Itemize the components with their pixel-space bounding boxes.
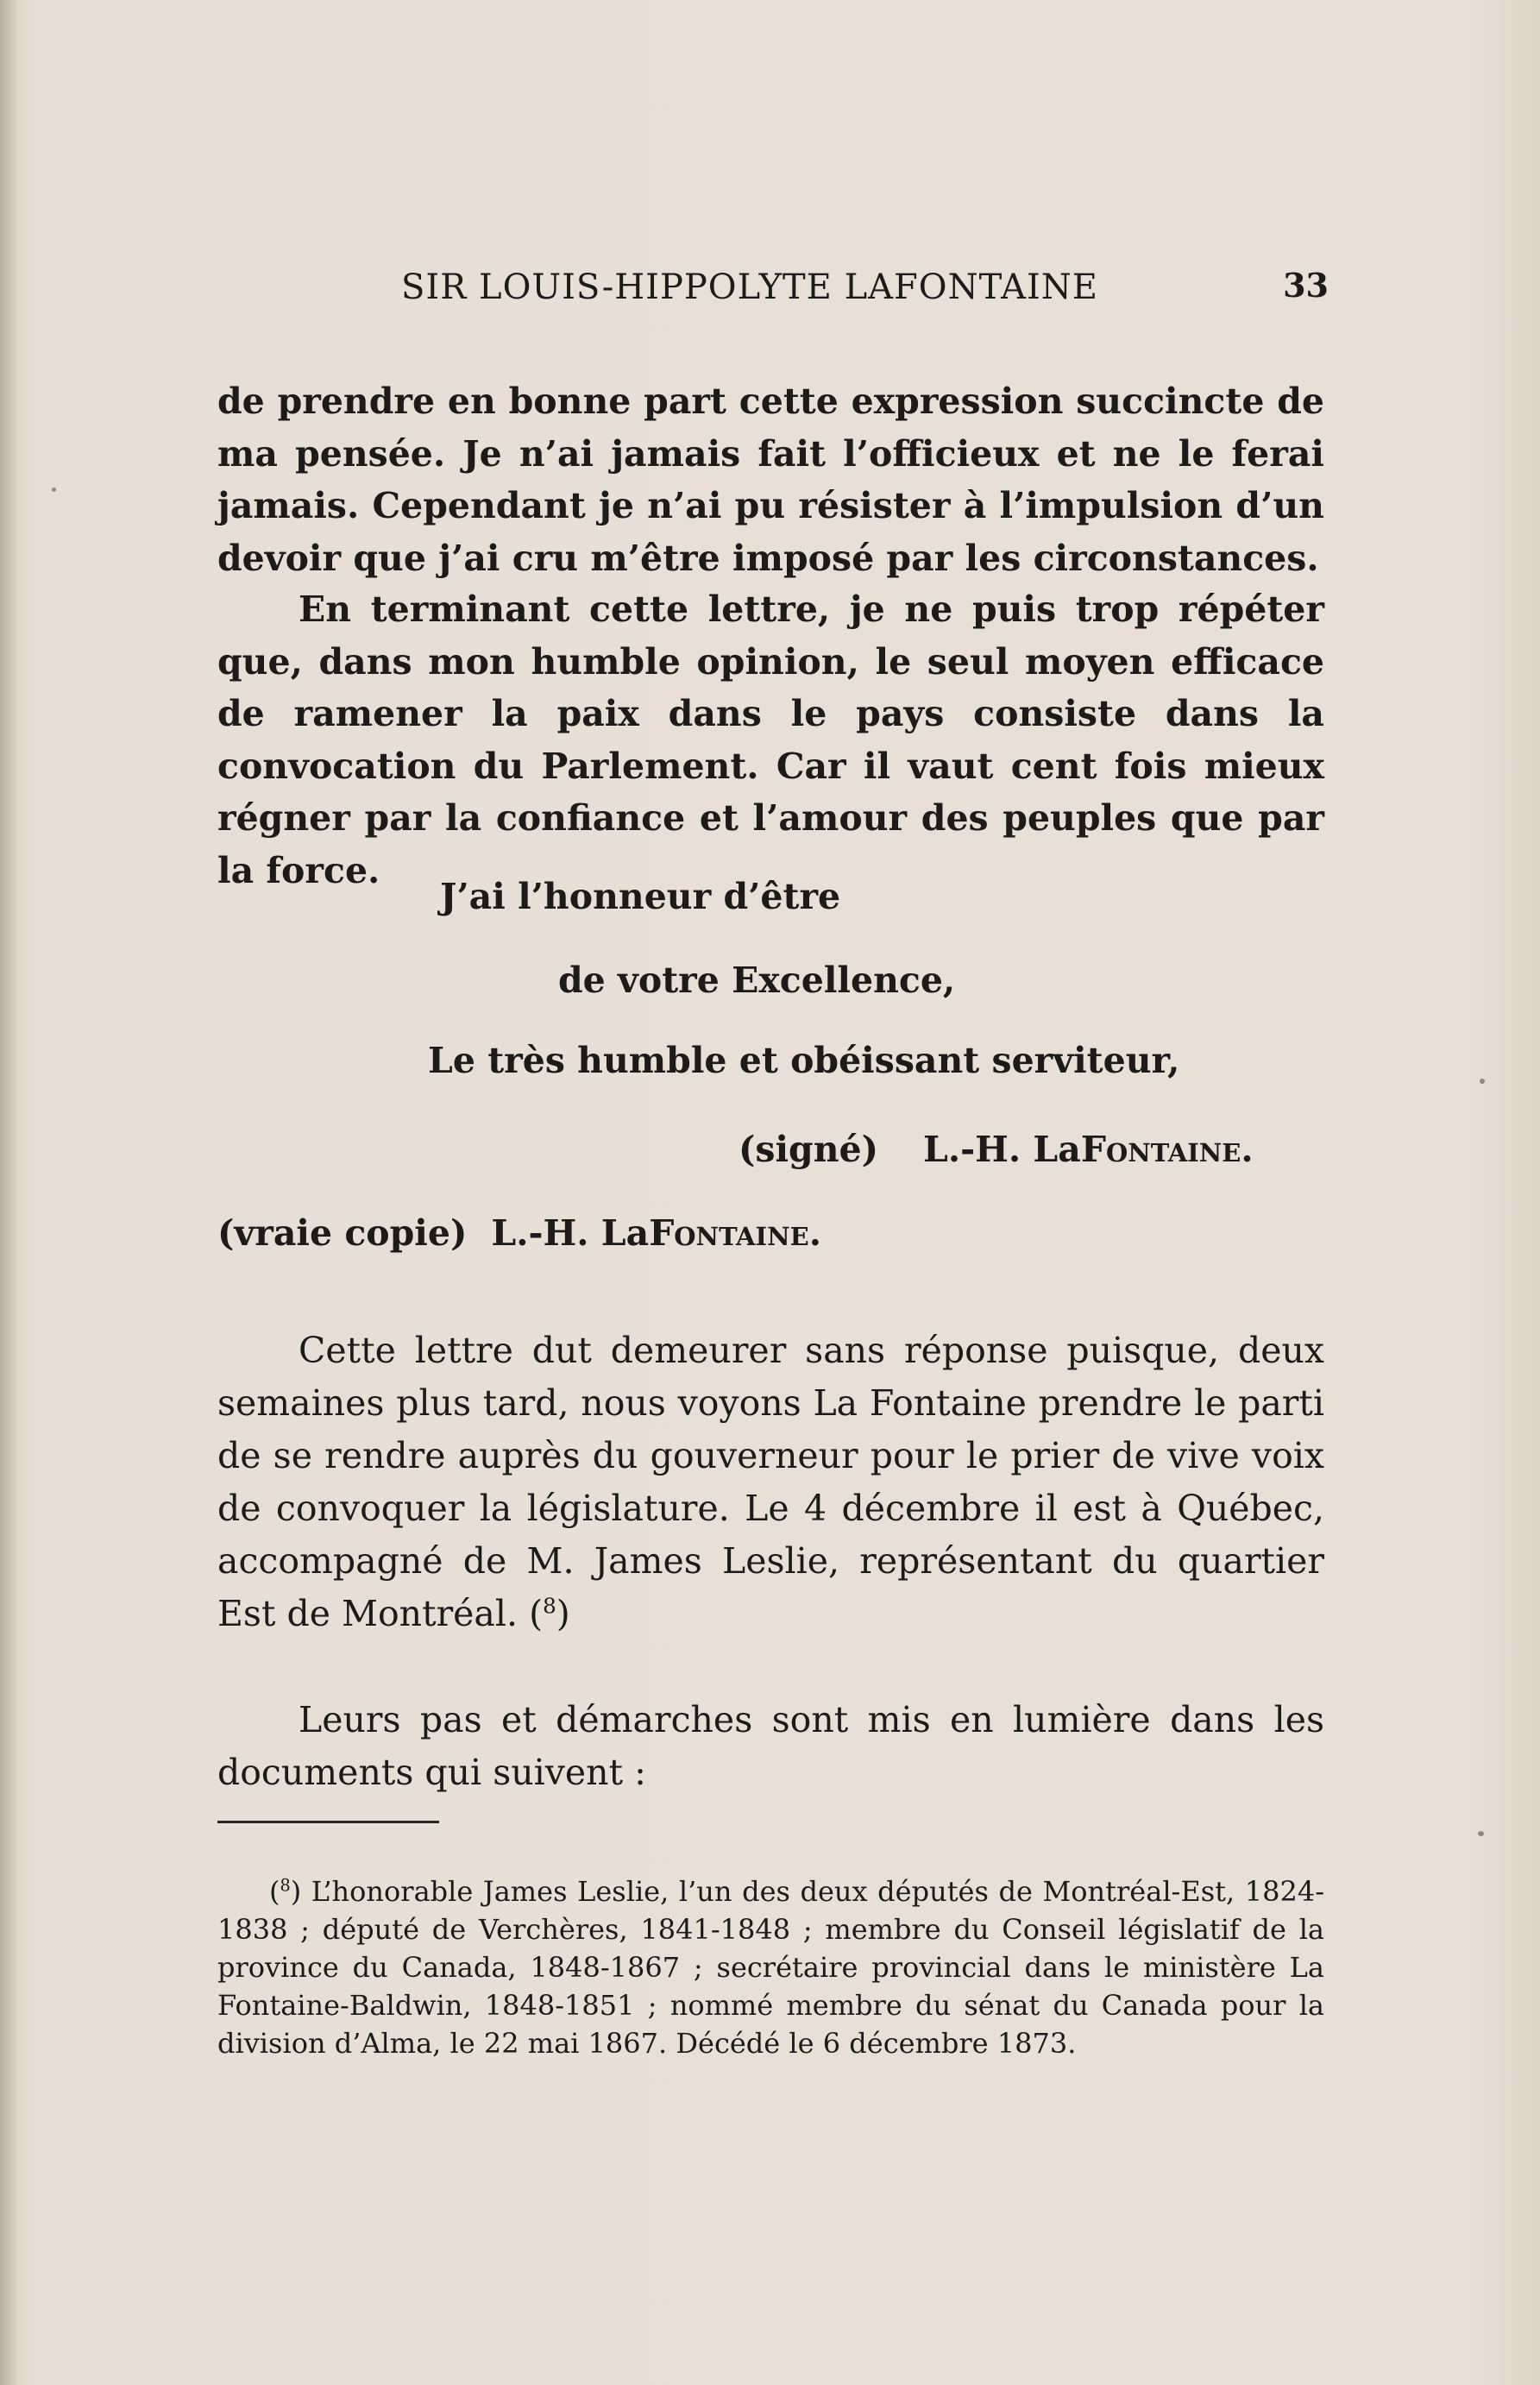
signed-name-rest: Fontaine. [1080,1129,1254,1170]
paragraph-2-text: En terminant cette lettre, je ne puis trop répéter que, dans mon humble opinion, le seul moyen efficace de ramener la paix dans le pays consiste dans la convocation du Parlement. Car il vaut cent fois mieux régner par la confiance et l’amour des peuples que par la force. [217,588,1324,891]
footnote-body: L’honorable James Leslie, l’un des deux députés de Montréal-Est, 1824-1838 ; député de Verchères, 1841-1848 ; membre du Conseil législatif de la province du Canada, 1848-1867 ; secrétaire provincial dans le ministère La Fontaine-Baldwin, 1848-1851 ; nommé membre du sénat du Canada pour la division d’Alma, le 22 mai 1867. Décédé le 6 décembre 1873. [217,1875,1325,2060]
paper-speck [1480,1079,1485,1084]
paragraph-4-text: Leurs pas et démarches sont mis en lumière dans les documents qui suivent : [217,1699,1324,1793]
closing-line-1: J’ai l’honneur d’être [440,876,841,917]
signed-label: (signé) [739,1129,879,1170]
paragraph-2 [217,583,1324,897]
true-copy-name-rest: Fontaine. [649,1212,822,1254]
true-copy-label: (vraie copie) [217,1212,468,1254]
paragraph-3 [217,1325,1324,1640]
true-copy-line [217,1212,821,1254]
gutter-shadow [0,0,19,2385]
closing-line-3: Le très humble et obéissant serviteur, [428,1040,1180,1081]
paragraph-1-text: de prendre en bonne part cette expression succincte de ma pensée. Je n’ai jamais fait l’officieux et ne le ferai jamais. Cependant je n’ai pu résister à l’impulsion d’un devoir que j’ai cru m’être imposé par les circonstances. [217,381,1324,579]
footnote-text: ($^8$) L’honorable James Leslie, l’un des deux députés de Montréal-Est, 1824-1838 ; député de Verchères, 1841-1848 ; membre du Conseil législatif de la province du Canada, 1848-1867 ; secrétaire provincial dans le ministère La Fontaine-Baldwin, 1848-1851 ; nommé membre du sénat du Canada pour la division d’Alma, le 22 mai 1867. Décédé le 6 décembre 1873. [217,1875,1325,2060]
paper-speck [52,488,56,492]
closing-line-2: de votre Excellence, [558,960,956,1001]
true-copy-name-initials: L.-H. La [491,1212,650,1254]
paragraph-3-body: Cette lettre dut demeurer sans réponse puisque, deux semaines plus tard, nous voyons La Fontaine prendre le parti de se rendre auprès du gouverneur pour le prier de vive voix de convoquer la législature. Le 4 décembre il est à Québec, accompagné de M. James Leslie, représentant du quartier Est de Montréal. [217,1330,1324,1634]
footnote-divider [217,1821,439,1823]
page-header [216,261,1329,312]
page-number: 33 [1283,266,1329,305]
running-head: SIR LOUIS-HIPPOLYTE LAFONTAINE [401,267,1098,307]
signed-name-initials: L.-H. La [923,1129,1081,1170]
footnote [217,1872,1324,2062]
paragraph-1 [217,375,1324,584]
paragraph-3-text: Cette lettre dut demeurer sans réponse puisque, deux semaines plus tard, nous voyons La Fontaine prendre le parti de se rendre auprès du gouverneur pour le prier de vive voix de convoquer la législature. Le 4 décembre il est à Québec, accompagné de M. James Leslie, représentant du quartier Est de Montréal. ($^8$) [217,1330,1324,1634]
paper-speck [1478,1831,1484,1836]
footnote-marker: 8 [280,1875,291,1896]
signature-line [739,1129,1254,1170]
paragraph-4 [217,1694,1324,1799]
footnote-reference: 8 [543,1593,556,1619]
